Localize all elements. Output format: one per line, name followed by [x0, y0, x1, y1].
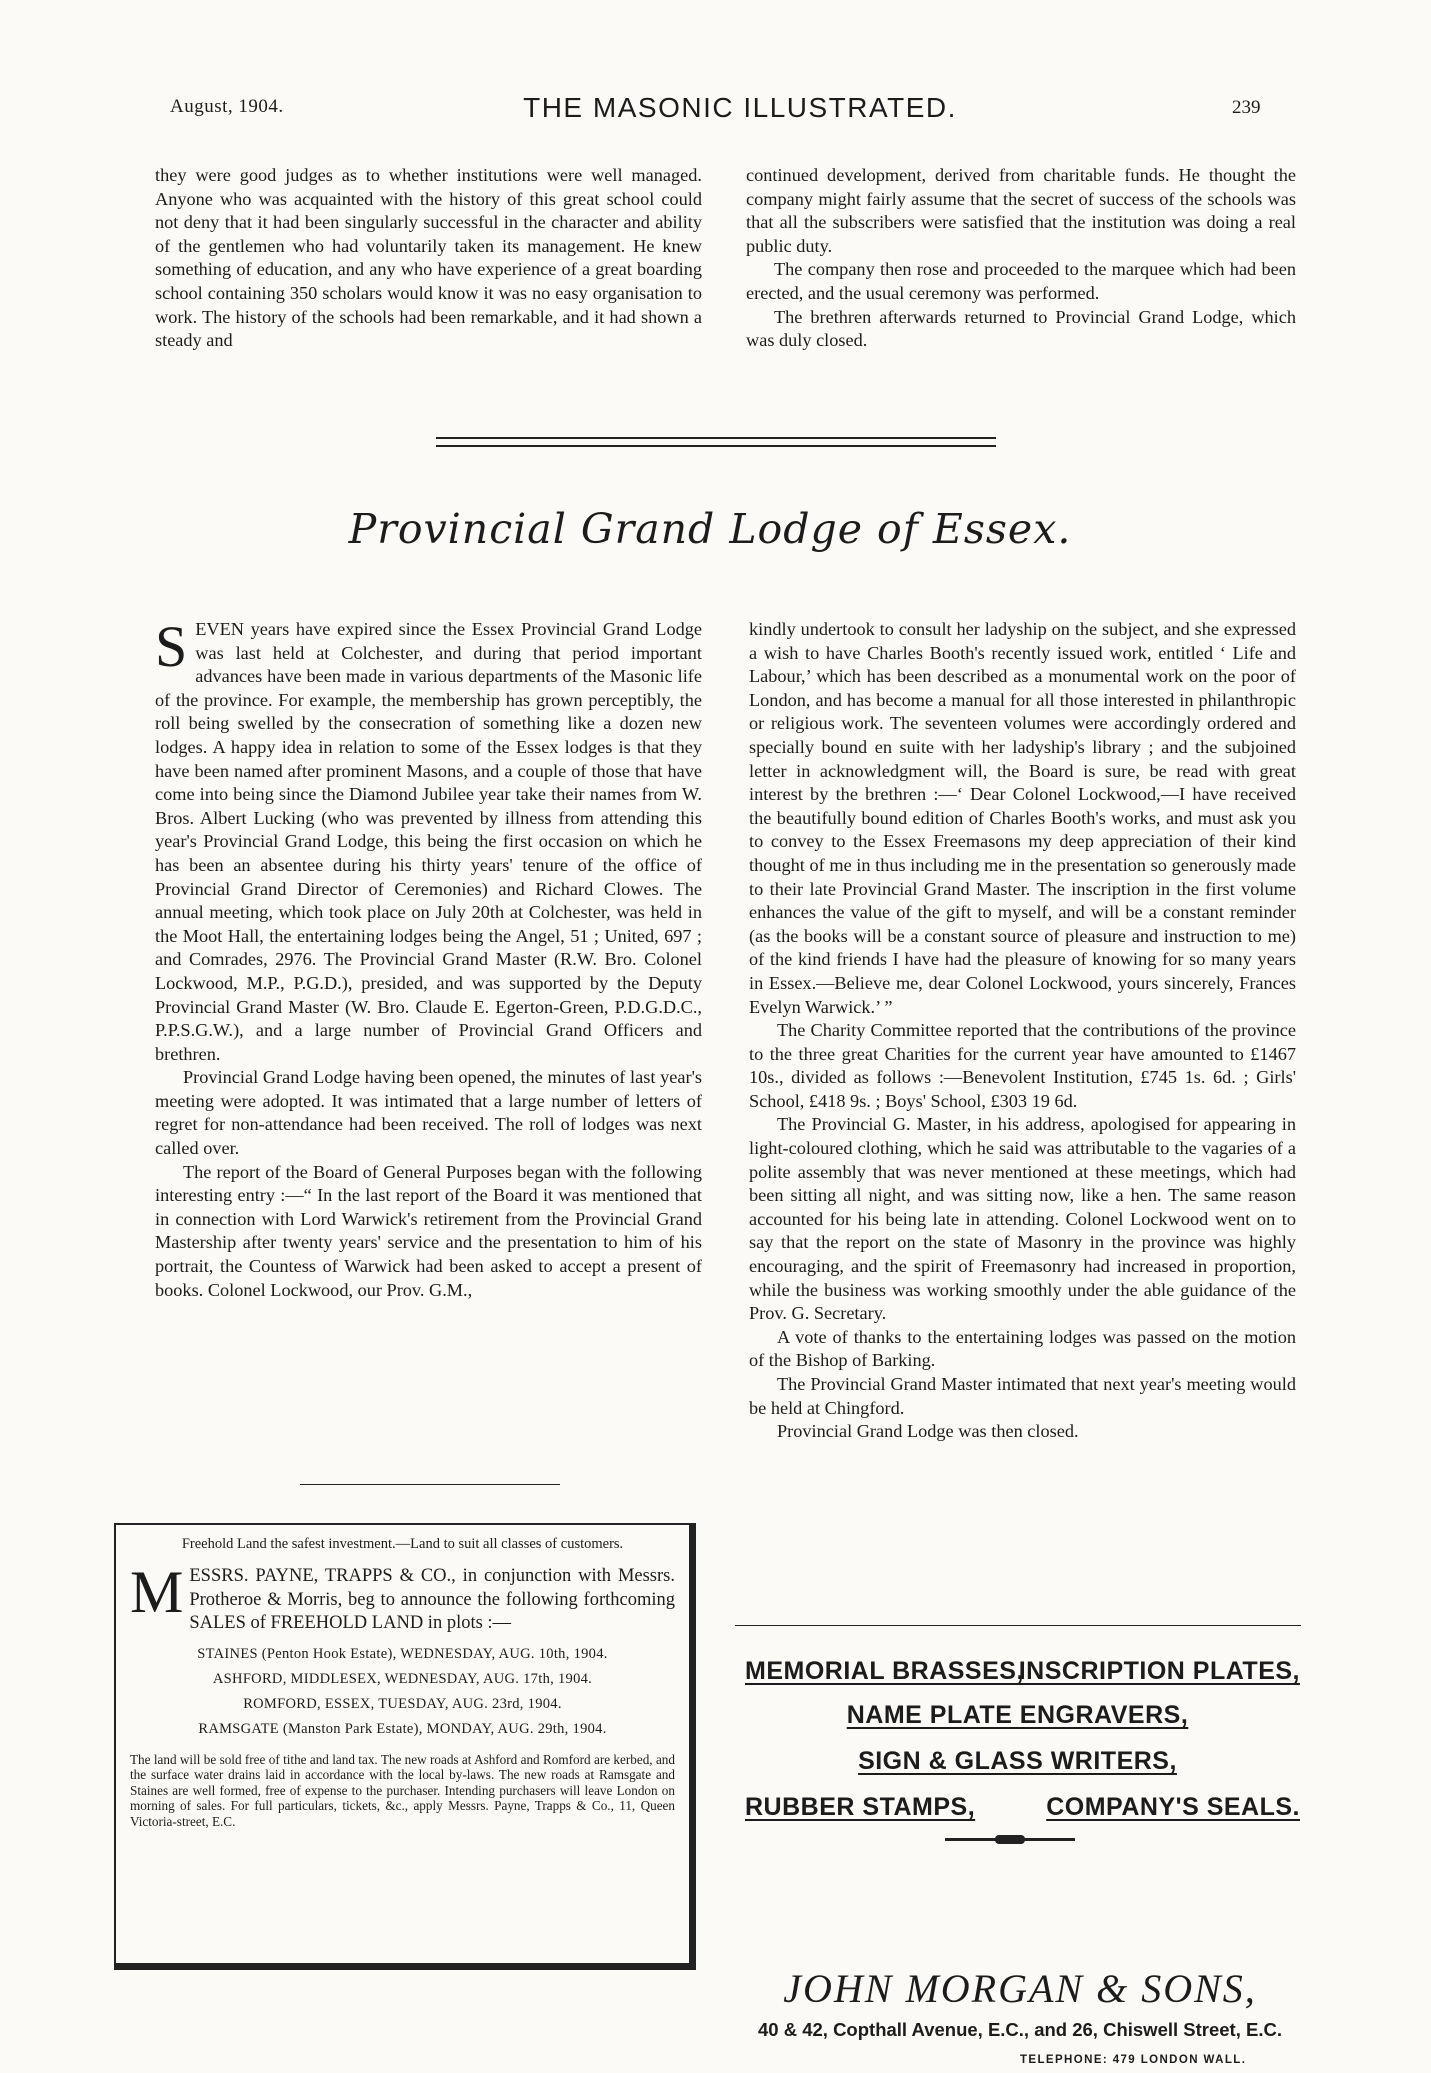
article-right-paragraph-1: kindly undertook to consult her ladyship on the subject, and she expressed a wish to have Charles Booth's recently issued work, entitled ‘ Life and Labour,’ which has been described as a monumental work on the poor of London, and has become a manual for all those interested in philanthropic or religious work. The seventeen volumes were accordingly ordered and specially bound en suite with her ladyship's library ; and the subjoined letter in acknowledgment will, the Board is sure, be read with great interest by the brethren :—‘ Dear Colonel Lockwood,—I have received the beautifully bound edition of Charles Booth's works, and must ask you to convey to the Essex Freemasons my deep appreciation of their kind thought of me in thus including me in the presentation so generously made to their late Provincial Grand Master. The inscription in the first volume enhances the value of the gift to myself, and will be a constant reminder (as the books will be a constant source of pleasure and instruction to me) of the kind friends I have had the pleasure of knowing for so many years in Essex.—Believe me, dear Colonel Lockwood, yours sincerely, Frances Evelyn Warwick.’ ”	[749, 619, 1296, 1017]
ad-line-2	[735, 1701, 1300, 1730]
top-right-paragraph-3: The brethren afterwards returned to Provincial Grand Lodge, which was duly closed.	[746, 306, 1296, 351]
top-left-column	[155, 164, 702, 353]
page-number: 239	[1232, 97, 1261, 118]
sale-listing-ramsgate: RAMSGATE (Manston Park Estate), MONDAY, AUG. 29th, 1904.	[198, 1720, 607, 1737]
article-left-column	[155, 614, 702, 1302]
top-right-paragraph-1: continued development, derived from charitable funds. He thought the company might fairly assume that the secret of success of the schools was that all the subscribers were satisfied that the institution was doing a real public duty.	[746, 165, 1296, 256]
companys-seals: COMPANY'S SEALS.	[1046, 1793, 1300, 1821]
column-end-rule	[300, 1484, 560, 1485]
drop-cap: S	[155, 614, 188, 679]
ad-divider-rule	[735, 1625, 1301, 1626]
sign-glass-writers: SIGN & GLASS WRITERS,	[858, 1747, 1177, 1775]
company-name: JOHN MORGAN & SONS,	[783, 1966, 1257, 2011]
ad-announcement-text: ESSRS. PAYNE, TRAPPS & CO., in conjunction with Messrs. Protheroe & Morris, beg to announce the following forthcoming SALES of FREEHOLD LAND in plots :—	[189, 1566, 675, 1633]
ad-drop-cap: M	[130, 1559, 184, 1625]
land-sale-advertisement	[114, 1523, 696, 1970]
ad-fine-print: The land will be sold free of tithe and land tax. The new roads at Ashford and Romford are kerbed, and the surface water drains laid in accordance with the local by-laws. The new roads at Ramsgate and Staines are well formed, free of expense to the purchaser. Intending purchasers will leave London on morning of sales. For full particulars, tickets, &c., apply Messrs. Payne, Trapps & Co., 11, Queen Victoria-street, E.C.	[130, 1751, 675, 1829]
section-divider-rule-bottom	[436, 445, 996, 447]
sale-listing-ashford: ASHFORD, MIDDLESEX, WEDNESDAY, AUG. 17th, 1904.	[212, 1670, 593, 1687]
inscription-plates: INSCRIPTION PLATES,	[1018, 1657, 1300, 1685]
article-title: Provincial Grand Lodge of Essex.	[348, 505, 1072, 553]
top-right-column	[746, 164, 1296, 353]
article-right-paragraph-3: The Provincial G. Master, in his address, apologised for appearing in light-coloured clothing, which he said was attributable to the vagaries of a polite assembly that was never mentioned at these meetings, which had been sitting all night, and was sitting now, like a hen. The same reason accounted for his being late in attending. Colonel Lockwood went on to say that the report on the state of Masonry in the province was highly encouraging, and the spirit of Freemasonry had increased in proportion, while the business was working smoothly under the able guidance of the Prov. G. Secretary.	[749, 1114, 1296, 1324]
article-right-column	[749, 618, 1296, 1444]
name-plate-engravers: NAME PLATE ENGRAVERS,	[846, 1701, 1189, 1729]
article-paragraph-3: The report of the Board of General Purposes began with the following interesting entry :—“ In the last report of the Board it was mentioned that in connection with Lord Warwick's retirement from the Provincial Grand Mastership after twenty years' service and the presentation to him of his portrait, the Countess of Warwick had been asked to accept a present of books. Colonel Lockwood, our Prov. G.M.,	[155, 1161, 702, 1300]
journal-title: THE MASONIC ILLUSTRATED.	[523, 92, 957, 123]
ornament-center	[995, 1835, 1025, 1844]
article-paragraph-1-text: EVEN years have expired since the Essex Provincial Grand Lodge was last held at Colchester, and during that period important advances have been made in various departments of the Masonic life of the province. For example, the membership has grown perceptibly, the roll being swelled by the consecration of something like a dozen new lodges. A happy idea in relation to some of the Essex lodges is that they have been named after prominent Masons, and a couple of those that have come into being since the Diamond Jubilee year take their names from W. Bros. Albert Lucking (who was prevented by illness from attending this year's Provincial Grand Lodge, this being the first occasion on which he has been an absentee during his thirty years' tenure of the office of Provincial Grand Director of Ceremonies) and Richard Clowes. The annual meeting, which took place on July 20th at Colchester, was held in the Moot Hall, the entertaining lodges being the Angel, 51 ; United, 697 ; and Comrades, 2976. The Provincial Grand Master (R.W. Bro. Colonel Lockwood, M.P., P.G.D.), presided, and was supported by the Deputy Provincial Grand Master (W. Bro. Claude E. Egerton-Green, P.D.G.D.C., P.P.S.G.W.), and a large number of Provincial Grand Officers and brethren.	[155, 619, 702, 1064]
article-right-paragraph-6: Provincial Grand Lodge was then closed.	[777, 1421, 1079, 1442]
ad-line-3	[735, 1747, 1300, 1776]
ad-announcement	[130, 1559, 675, 1636]
sale-listing-romford: ROMFORD, ESSEX, TUESDAY, AUG. 23rd, 1904.	[243, 1695, 562, 1712]
article-paragraph-2: Provincial Grand Lodge having been opened, the minutes of last year's meeting were adopted. It was intimated that a large number of letters of regret for non-attendance had been received. The roll of lodges was next called over.	[155, 1067, 702, 1159]
ad-tagline: Freehold Land the safest investment.—Land to suit all classes of customers.	[181, 1536, 624, 1552]
running-header-date: August, 1904.	[170, 96, 284, 117]
sale-listing-staines: STAINES (Penton Hook Estate), WEDNESDAY, AUG. 10th, 1904.	[197, 1645, 608, 1662]
rubber-stamps: RUBBER STAMPS,	[745, 1793, 976, 1821]
company-telephone: TELEPHONE: 479 LONDON WALL.	[1020, 2054, 1247, 2066]
article-right-paragraph-4: A vote of thanks to the entertaining lodges was passed on the motion of the Bishop of Barking.	[749, 1326, 1296, 1371]
company-address: 40 & 42, Copthall Avenue, E.C., and 26, Chiswell Street, E.C.	[758, 2019, 1282, 2040]
section-divider-rule-top	[436, 437, 996, 439]
article-right-paragraph-2: The Charity Committee reported that the contributions of the province to the three great Charities for the current year have amounted to £1467 10s., divided as follows :—Benevolent Institution, £745 1s. 6d. ; Girls' School, £418 9s. ; Boys' School, £303 19 6d.	[749, 1020, 1296, 1111]
memorial-brasses: MEMORIAL BRASSES,	[745, 1657, 1024, 1685]
article-right-paragraph-5: The Provincial Grand Master intimated that next year's meeting would be held at Chingford.	[749, 1374, 1296, 1418]
top-left-paragraph: they were good judges as to whether institutions were well managed. Anyone who was acquainted with the history of this great school could not deny that it had been singularly successful in the character and ability of the gentlemen who had voluntarily taken its management. He knew something of education, and any who have experience of a great boarding school containing 350 scholars would know it was no easy organisation to work. The history of the schools had been remarkable, and it had shown a steady and	[155, 165, 702, 351]
top-right-paragraph-2: The company then rose and proceeded to the marquee which had been erected, and the usual ceremony was performed.	[746, 259, 1296, 303]
article-paragraph-1	[155, 614, 702, 1066]
